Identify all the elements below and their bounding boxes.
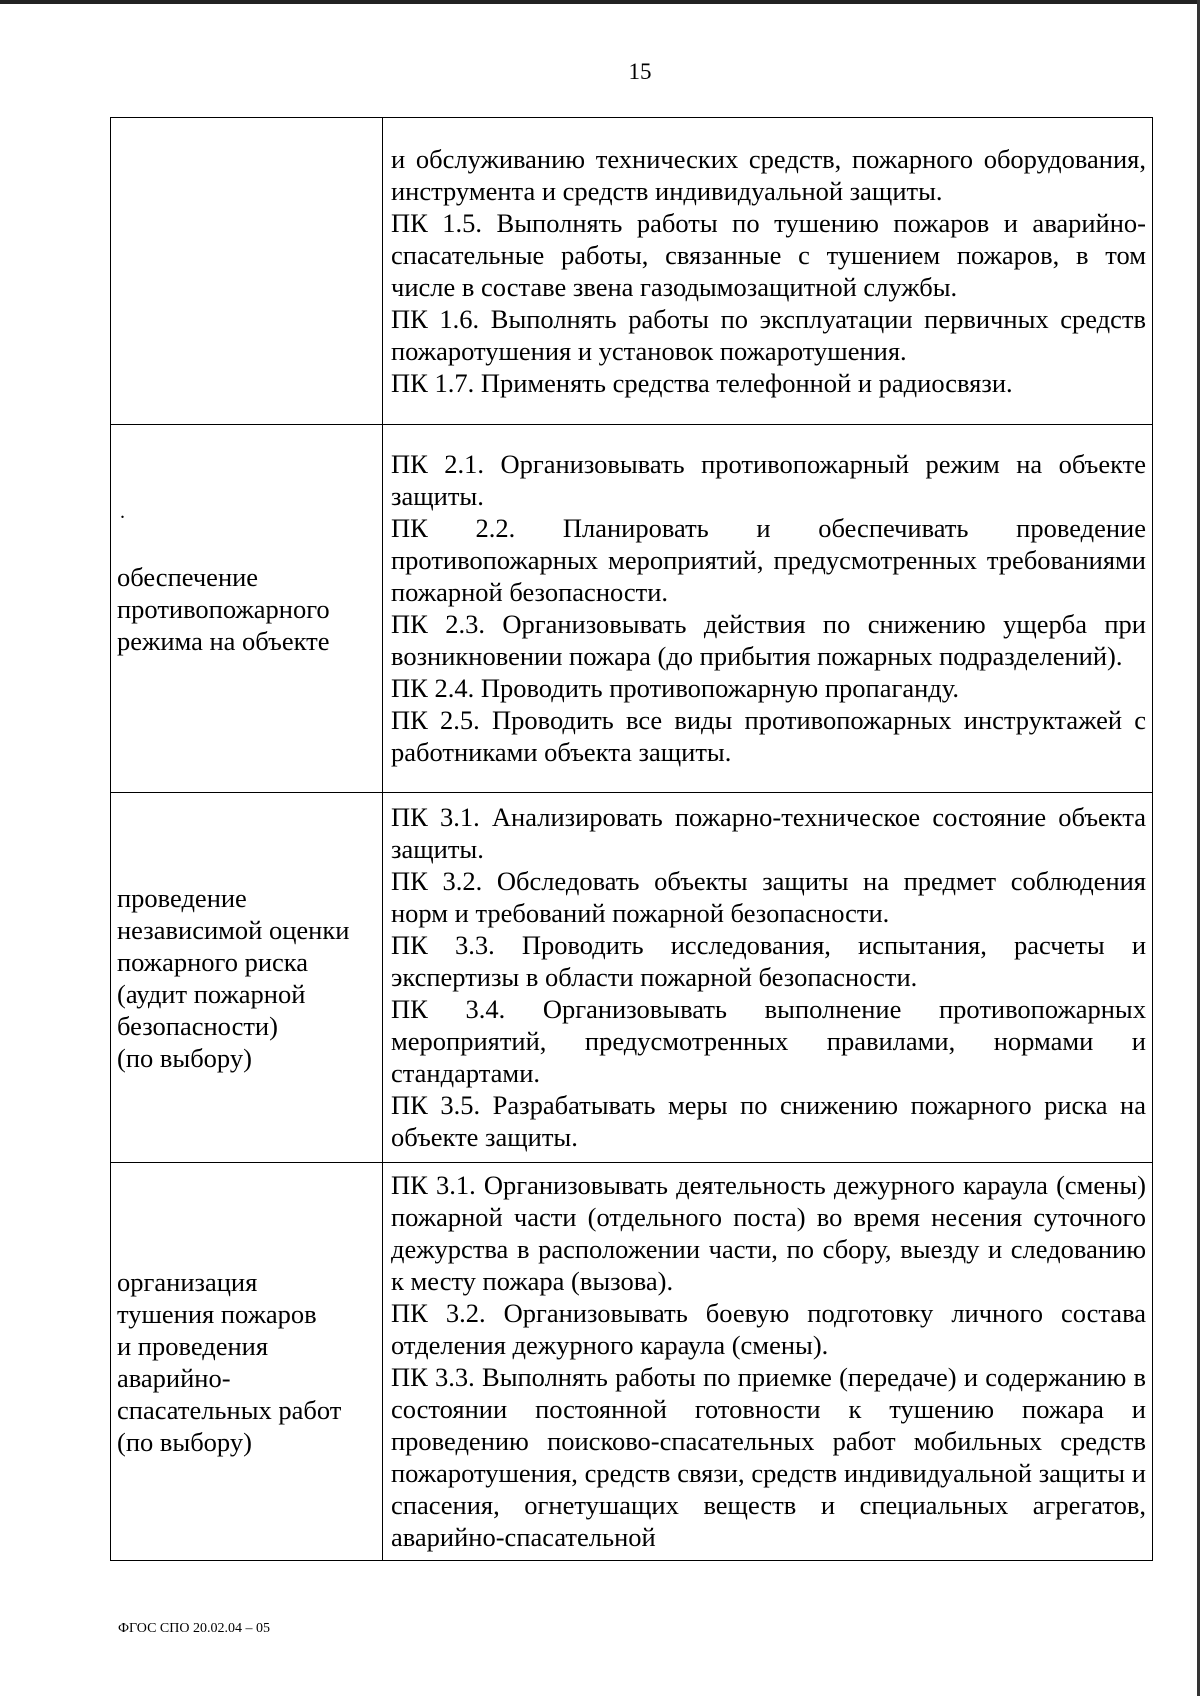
competencies-cell: [383, 1163, 1153, 1561]
activity-cell: [111, 793, 383, 1163]
competencies-text: ПК 2.1. Организовывать противопожарный режим на объекте защиты. ПК 2.2. Планировать и обеспечивать проведение противопожарных мероприятий, предусмотренных требованиями пожарной безопасности. ПК 2.3. Организовывать действия по снижению ущерба при возникновении пожара (до прибытия пожарных подразделений). ПК 2.4. Проводить противопожарную пропаганду. ПК 2.5. Проводить все виды противопожарных инструктажей с работниками объекта защиты.: [391, 449, 1146, 767]
competencies-cell: [383, 118, 1153, 425]
activity-label: организация тушения пожаров и проведения аварийно- спасательных работ (по выбору): [117, 1266, 342, 1457]
activity-label: проведение независимой оценки пожарного риска (аудит пожарной безопасности) (по выбору): [117, 882, 350, 1073]
activity-cell: [111, 1163, 383, 1561]
page-number: 15: [628, 59, 652, 84]
activity-cell: [111, 425, 383, 793]
competencies-text: ПК 3.1. Анализировать пожарно-техническое состояние объекта защиты. ПК 3.2. Обследовать объекты защиты на предмет соблюдения норм и требований пожарной безопасности. ПК 3.3. Проводить исследования, испытания, расчеты и экспертизы в области пожарной безопасности. ПК 3.4. Организовывать выполнение противопожарных мероприятий, предусмотренных правилами, нормами и стандартами. ПК 3.5. Разрабатывать меры по снижению пожарного риска на объекте защиты.: [391, 802, 1146, 1152]
table-row: [111, 425, 1153, 793]
table-row: [111, 793, 1153, 1163]
competencies-cell: [383, 425, 1153, 793]
competencies-cell: [383, 793, 1153, 1163]
stray-dot-mark: .: [120, 501, 125, 523]
competencies-text: и обслуживанию технических средств, пожарного оборудования, инструмента и средств индивидуальной защиты. ПК 1.5. Выполнять работы по тушению пожаров и аварийно-спасательные работы, связанные с тушением пожаров, в том числе в составе звена газодымозащитной службы. ПК 1.6. Выполнять работы по эксплуатации первичных средств пожаротушения и установок пожаротушения. ПК 1.7. Применять средства телефонной и радиосвязи.: [391, 143, 1146, 398]
scan-edge-top: [0, 0, 1200, 4]
table-row: [111, 118, 1153, 425]
competencies-table: [110, 117, 1153, 1561]
competencies-text: ПК 3.1. Организовывать деятельность дежурного караула (смены) пожарной части (отдельного поста) во время несения суточного дежурства в расположении части, по сбору, выезду и следованию к месту пожара (вызова). ПК 3.2. Организовывать боевую подготовку личного состава отделения дежурного караула (смены). ПК 3.3. Выполнять работы по приемке (передаче) и содержанию в состоянии постоянной готовности к тушению пожара и проведению поисково-спасательных работ мобильных средств пожаротушения, средств связи, средств индивидуальной защиты и спасения, огнетушащих веществ и специальных агрегатов, аварийно-спасательной: [391, 1170, 1146, 1552]
activity-label: обеспечение противопожарного режима на объекте: [117, 561, 330, 656]
table-row: [111, 1163, 1153, 1561]
footer-document-code: ФГОС СПО 20.02.04 – 05: [118, 1621, 270, 1636]
activity-cell: [111, 118, 383, 425]
